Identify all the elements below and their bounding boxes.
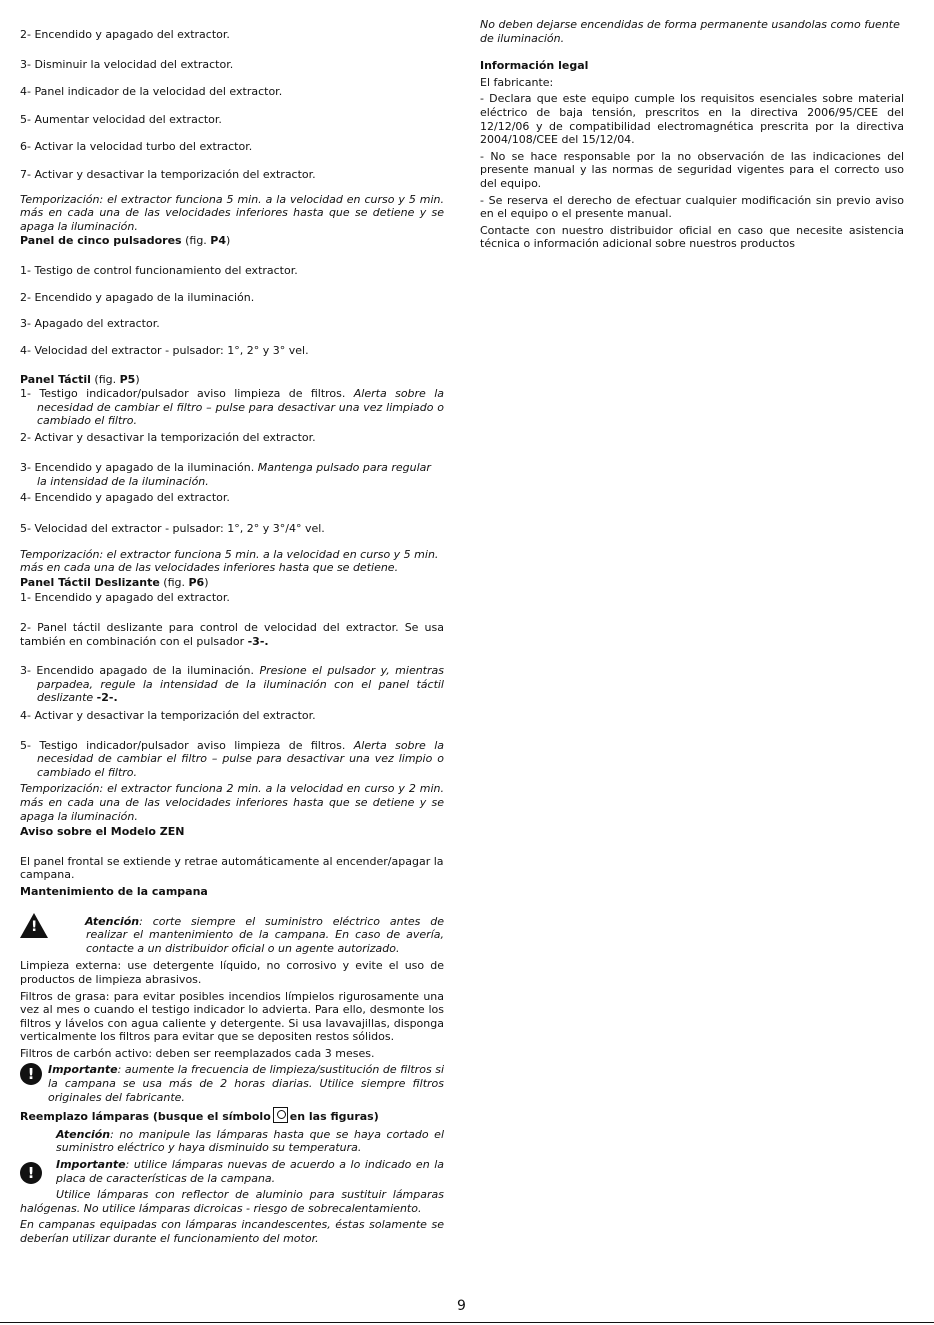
carbon-filters-text: Filtros de carbón activo: deben ser reemplazados cada 3 meses. [20,1046,375,1060]
fig-ref-open: (fig. [159,575,189,589]
list-item: 1- Encendido y apagado del extractor. [20,591,230,605]
fig-ref: P4 [210,234,227,248]
item-note: Mantenga pulsado para regular la intensidad de la iluminación. [37,461,431,488]
attention-text [56,915,444,956]
item-ref: -3-. [247,634,269,648]
important-body: : aumente la frecuencia de limpieza/sustitución de filtros si la campana se usa más de 2 horas diarias. Utilice siempre filtros originales del fabricante. [48,1063,444,1104]
zen-text: El panel frontal se extiende y retrae automáticamente al encender/apagar la campana. [20,854,444,882]
list-item [20,739,444,780]
lamps-warning-continued: No deben dejarse encendidas de forma permanente usandolas como fuente de iluminación. [480,18,900,45]
important-block [20,1158,444,1185]
item-text: 1- Testigo indicador/pulsador aviso limpieza de filtros. [20,386,354,400]
important-exclamation-icon: ! [20,1162,42,1184]
list-item: 4- Activar y desactivar la temporización del extractor. [20,709,316,722]
timer-note: Temporización: el extractor funciona 5 min. a la velocidad en curso y 5 min. más en cada una de las velocidades inferiores hasta que se detiene. [20,547,439,575]
important-text [48,1063,444,1104]
list-item: 3- Apagado del extractor. [20,317,160,331]
lamps-incandescent-text: En campanas equipadas con lámparas incandescentes, éstas solamente se deberían utilizar durante el funcionamiento del motor. [20,1218,444,1245]
fig-ref-close: ) [204,575,209,589]
list-item: 7- Activar y desactivar la temporización del extractor. [20,167,316,181]
list-item [20,461,444,488]
section-heading-legal: Información legal [480,59,589,73]
right-column [480,18,904,251]
item-ref: -2-. [96,691,118,705]
item-note: Presione el pulsador y, mientras parpadea, regule la intensidad de la iluminación con el panel táctil deslizante [37,664,444,705]
manufacturer-label: El fabricante: [480,75,554,89]
fig-ref: P6 [188,575,205,589]
attention-block [20,915,444,956]
page-bottom-rule [0,1322,934,1323]
list-item: 1- Testigo de control funcionamiento del extractor. [20,263,298,277]
attention-label: Atención [56,1127,111,1141]
list-item: 3- Disminuir la velocidad del extractor. [20,57,234,71]
attention-body: : corte siempre el suministro eléctrico antes de realizar el mantenimiento de la campana. En caso de avería, contacte a un distribuidor oficial o un agente autorizado. [86,914,444,955]
item-note: Alerta sobre la necesidad de cambiar el filtro – pulse para desactivar una vez limpiado o cambiado el filtro. [37,386,444,428]
section-heading-p5 [20,373,444,387]
warning-triangle-icon [20,913,48,938]
item-text: 3- Encendido y apagado de la iluminación. [20,461,258,475]
grease-filters-text: Filtros de grasa: para evitar posibles incendios límpielos rigurosamente una vez al mes o cuando el testigo indicador lo advierta. Para ello, desmonte los filtros y lávelos con agua caliente y detergente. Si usa lavavajillas, disponga verticalmente los filtros para evitar que se depositen restos sólidos. [20,989,444,1044]
section-heading-zen: Aviso sobre el Modelo ZEN [20,825,185,839]
fig-ref-open: (fig. [90,373,120,387]
cleaning-text: Limpieza externa: use detergente líquido, no corrosivo y evite el uso de productos de limpieza abrasivos. [20,959,444,986]
list-item: 2- Activar y desactivar la temporización del extractor. [20,430,316,444]
attention-body: : no manipule las lámparas hasta que se haya cortado el suministro eléctrico y haya disminuido su temperatura. [56,1127,444,1155]
fig-ref-open: (fig. [185,234,211,248]
lamps-halogen-text: Utilice lámparas con reflector de aluminio para sustituir lámparas halógenas. No utilice lámparas dicroicas - riesgo de sobrecalentamiento. [20,1188,444,1215]
legal-item: - No se hace responsable por la no observación de las indicaciones del presente manual y las normas de seguridad vigentes para el correcto uso del equipo. [480,149,904,190]
list-item: 2- Encendido y apagado de la iluminación. [20,290,255,304]
important-label: Importante [48,1063,118,1077]
legal-item: - Se reserva el derecho de efectuar cualquier modificación sin previo aviso en el equipo o el presente manual. [480,193,904,221]
list-item: 5- Aumentar velocidad del extractor. [20,112,222,126]
important-body: : utilice lámparas nuevas de acuerdo a lo indicado en la placa de características de la campana. [56,1158,444,1185]
list-item: 4- Panel indicador de la velocidad del extractor. [20,85,283,99]
list-item: 5- Velocidad del extractor - pulsador: 1°, 2° y 3°/4° vel. [20,522,325,536]
list-item: 4- Encendido y apagado del extractor. [20,491,230,505]
heading-text-end: en las figuras) [289,1110,379,1124]
item-note: Alerta sobre la necesidad de cambiar el filtro – pulse para desactivar una vez limpio o cambiado el filtro. [37,738,444,779]
legal-item: - Declara que este equipo cumple los requisitos esenciales sobre material eléctrico de baja tensión, prescritos en la directiva 2006/95/CEE del 12/12/06 y de compatibilidad electromagnética prescrita por la directiva 2004/108/CEE del 15/12/04. [480,92,904,147]
lamp-symbol-icon [273,1107,288,1123]
important-label: Importante [56,1158,126,1172]
item-text: 3- Encendido apagado de la iluminación. [20,664,260,678]
left-column [20,18,444,1246]
heading-text: Panel Táctil [20,373,91,387]
heading-text: Reemplazo lámparas (busque el símbolo [20,1110,271,1124]
lamps-attention [20,1128,444,1155]
section-heading-lamps [20,1107,444,1124]
important-block [20,1063,444,1104]
important-text [56,1158,444,1185]
item-text: 2- Panel táctil deslizante para control de velocidad del extractor. Se usa también en combinación con el pulsador [20,621,444,648]
legal-contact: Contacte con nuestro distribuidor oficial en caso que necesite asistencia técnica o información adicional sobre nuestros productos [480,223,904,251]
page-number: 9 [457,1298,466,1314]
list-item: 4- Velocidad del extractor - pulsador: 1°, 2° y 3° vel. [20,343,309,357]
timer-note: Temporización: el extractor funciona 5 min. a la velocidad en curso y 5 min. más en cada una de las velocidades inferiores hasta que se detiene y se apaga la iluminación. [20,192,444,233]
list-item [20,664,444,705]
timer-note: Temporización: el extractor funciona 2 min. a la velocidad en curso y 2 min. más en cada una de las velocidades inferiores hasta que se detiene y se apaga la iluminación. [20,782,444,823]
heading-text: Panel Táctil Deslizante [20,575,160,589]
section-heading-p4 [20,234,444,248]
fig-ref: P5 [119,373,136,387]
attention-label: Atención [85,914,140,928]
fig-ref-close: ) [135,373,140,387]
important-exclamation-icon: ! [20,1063,42,1085]
item-text: 5- Testigo indicador/pulsador aviso limpieza de filtros. [20,738,354,752]
fig-ref-close: ) [226,234,231,248]
list-item [20,387,444,428]
heading-text: Panel de cinco pulsadores [20,234,182,248]
list-item: 2- Encendido y apagado del extractor. [20,28,230,41]
list-item [20,621,444,648]
section-heading-p6 [20,576,444,590]
list-item: 6- Activar la velocidad turbo del extractor. [20,140,253,154]
section-heading-maintenance: Mantenimiento de la campana [20,884,208,898]
